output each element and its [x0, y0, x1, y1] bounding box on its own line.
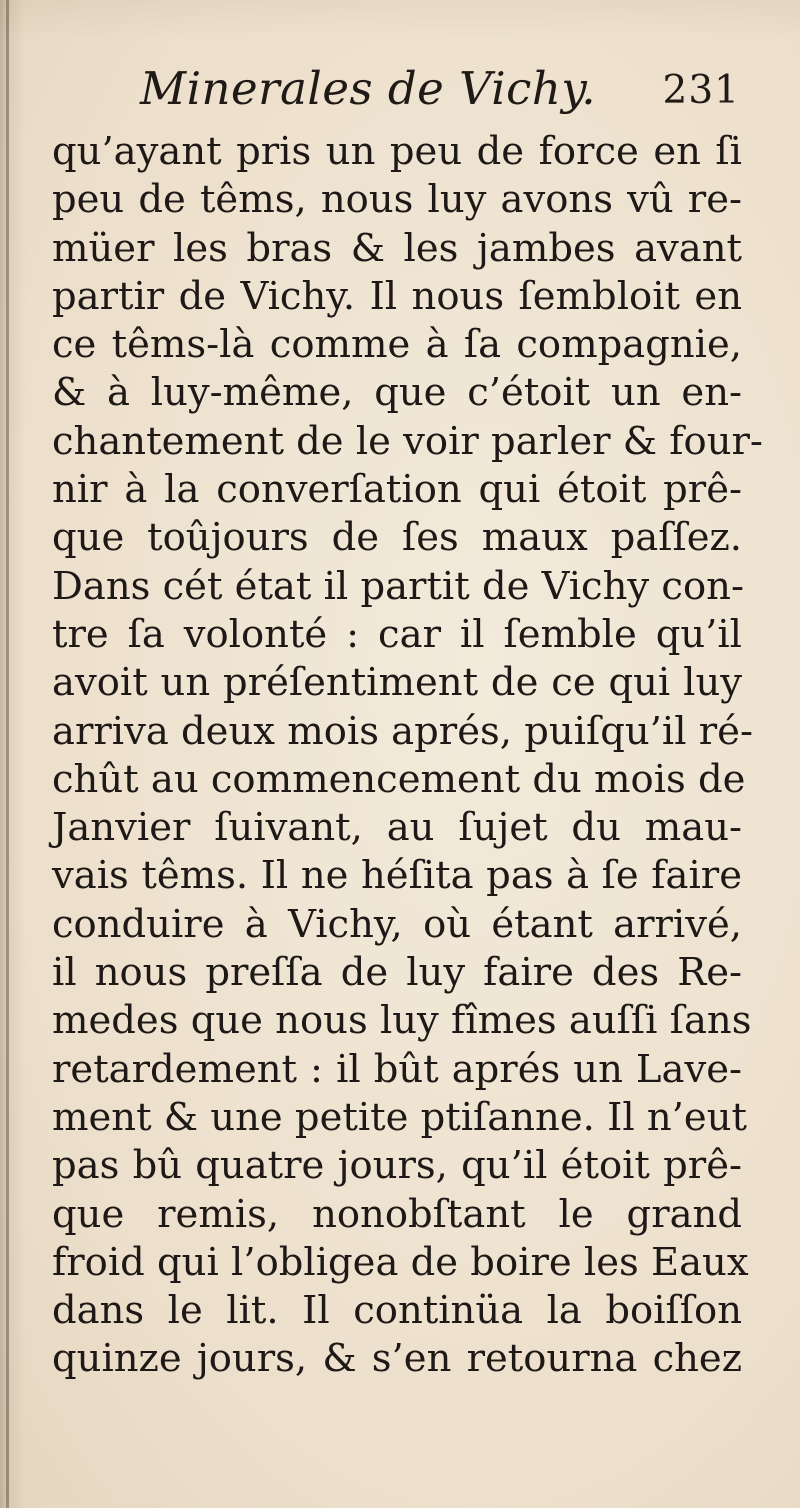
- text-line: que toûjours de ſes maux paſſez.: [52, 515, 742, 561]
- text-line: medes que nous luy fîmes auſſi ſans: [52, 998, 752, 1044]
- text-line: que remis, nonobſtant le grand: [52, 1191, 742, 1237]
- running-title: Minerales de Vichy.: [140, 62, 597, 115]
- text-line: froid qui l’obligea de boire les Eaux: [52, 1239, 749, 1285]
- text-line: qu’ayant pris un peu de force en ſi: [52, 129, 742, 174]
- text-line: dans le lit. Il continüa la boiſſon: [52, 1288, 742, 1334]
- text-line: quinze jours, & s’en retourna chez: [52, 1336, 742, 1382]
- text-line: conduire à Vichy, où étant arrivé,: [52, 901, 742, 947]
- text-line: ment & une petite ptiſanne. Il n’eut: [52, 1094, 747, 1140]
- text-line: chantement de le voir parler & four-: [52, 418, 763, 464]
- text-line: chût au commencement du mois de: [52, 756, 746, 802]
- text-line: vais têms. Il ne héſita pas à ſe faire: [52, 853, 742, 899]
- text-line: partir de Vichy. Il nous ſembloit en: [52, 273, 742, 319]
- text-line: Janvier ſuivant, au ſujet du mau-: [52, 805, 742, 851]
- text-line: il nous preſſa de luy faire des Re-: [52, 950, 742, 996]
- text-line: avoit un préſentiment de ce qui luy: [52, 660, 742, 706]
- running-head: [140, 62, 740, 122]
- text-line: retardement : il bût aprés un Lave-: [52, 1046, 742, 1092]
- text-line: ce têms-là comme à ſa compagnie,: [52, 322, 742, 368]
- text-line: & à luy-même, que c’étoit un en-: [52, 370, 742, 416]
- text-line: müer les bras & les jambes avant: [52, 225, 742, 271]
- text-line: Dans cét état il partit de Vichy con-: [52, 563, 744, 609]
- text-line: peu de têms, nous luy avons vû re-: [52, 177, 742, 223]
- page-gutter-edge: [6, 0, 9, 1508]
- page-number: 231: [662, 68, 740, 113]
- text-line: arriva deux mois aprés, puiſqu’il ré-: [52, 708, 753, 754]
- body-text: [52, 128, 763, 1384]
- text-line: tre ſa volonté : car il ſemble qu’il: [52, 611, 742, 657]
- text-line: nir à la converſation qui étoit prê-: [52, 467, 742, 513]
- text-line: pas bû quatre jours, qu’il étoit prê-: [52, 1143, 742, 1189]
